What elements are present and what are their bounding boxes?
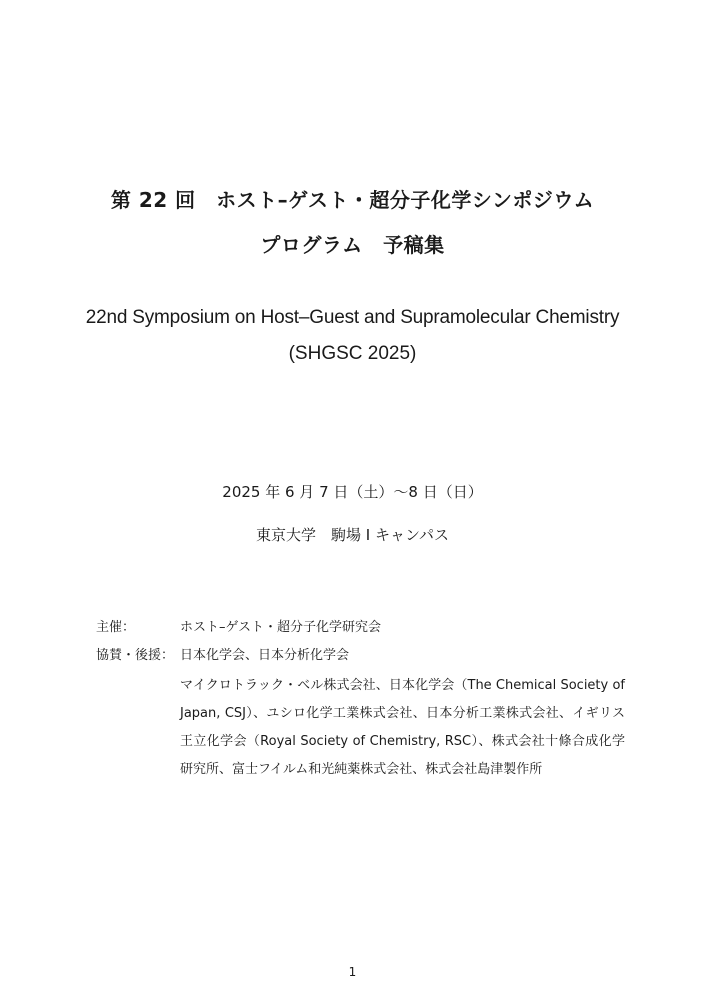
event-venue: 東京大学 駒場 I キャンパス [256, 526, 449, 544]
supporters-line: マイクロトラック・ベル株式会社、日本化学会（The Chemical Society of [180, 678, 625, 693]
supporters-line: Japan, CSJ）、ユシロ化学工業株式会社、日本分析工業株式会社、イギリス [180, 706, 625, 721]
supporters-list [180, 672, 625, 784]
supporters-first-line: 日本化学会、日本分析化学会 [180, 648, 350, 663]
japanese-subtitle: プログラム 予稿集 [260, 233, 445, 257]
supporters-line: 研究所、富士フイルム和光純薬株式会社、株式会社島津製作所 [180, 762, 543, 777]
supporters-label: 協賛・後援： [96, 648, 175, 663]
page-number: 1 [348, 965, 357, 979]
organizer-value: ホスト–ゲスト・超分子化学研究会 [180, 620, 381, 635]
japanese-title: 第 22 回 ホスト–ゲスト・超分子化学シンポジウム [110, 188, 595, 212]
organizer-label: 主催： [96, 620, 136, 635]
english-abbreviation: (SHGSC 2025) [288, 343, 417, 364]
english-title: 22nd Symposium on Host–Guest and Supramolecular Chemistry [85, 307, 620, 328]
supporters-line: 王立化学会（Royal Society of Chemistry, RSC）、株式会社十條合成化学 [180, 734, 625, 749]
event-date: 2025 年 6 月 7 日（土）～8 日（日） [222, 483, 483, 501]
